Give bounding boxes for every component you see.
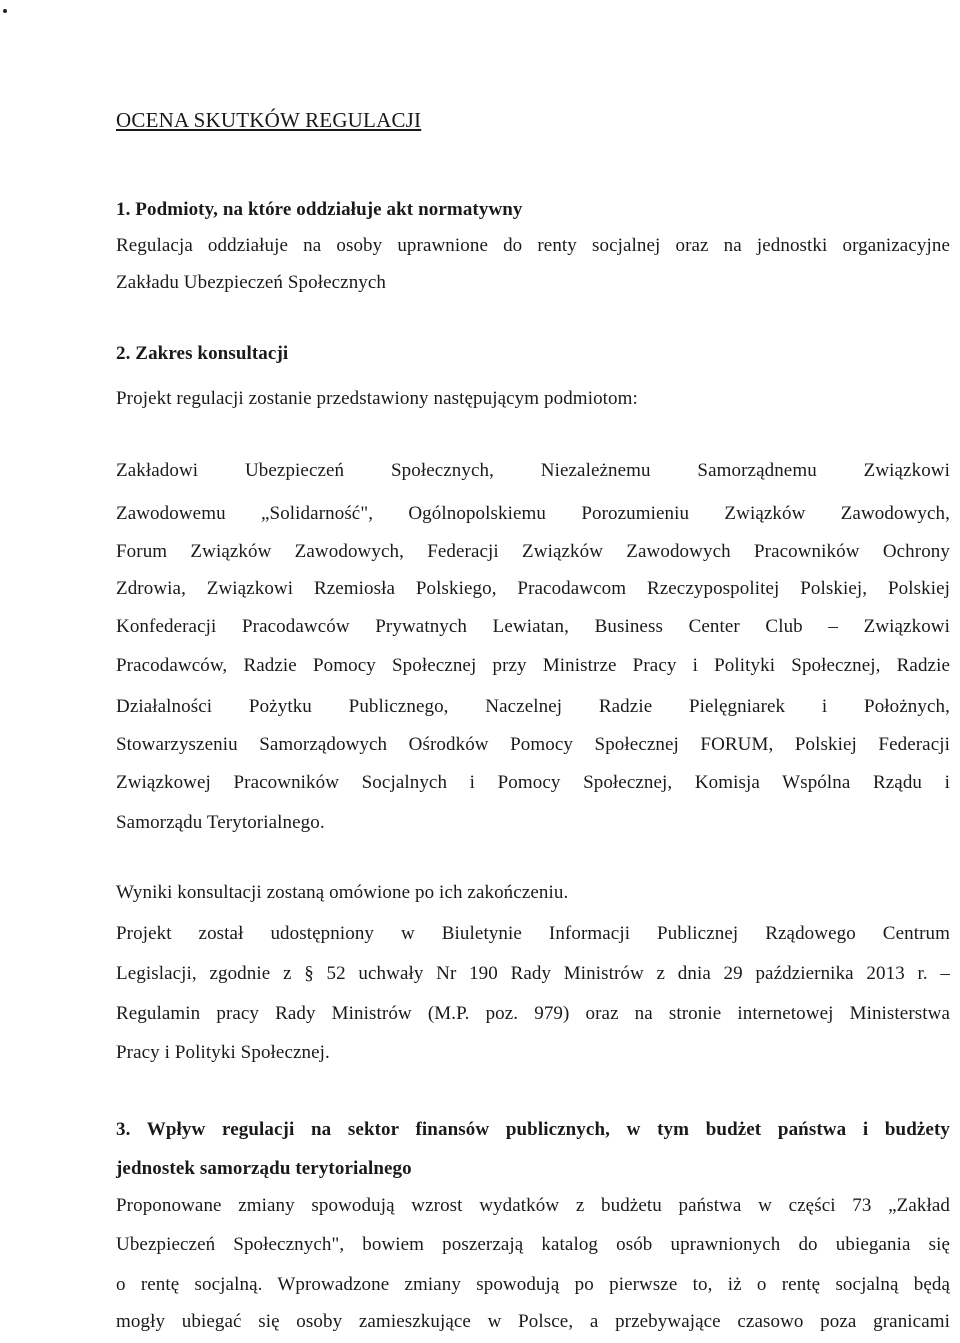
section-2-line: Zakładowi Ubezpieczeń Społecznych, Niezależnemu Samorządnemu Związkowi [116, 460, 950, 481]
section-3-line: o rentę socjalną. Wprowadzone zmiany spowodują po pierwsze to, iż o rentę socjalną będą [116, 1274, 950, 1295]
section-2-line: Forum Związków Zawodowych, Federacji Związków Zawodowych Pracowników Ochrony [116, 541, 950, 562]
section-2-intro: Projekt regulacji zostanie przedstawiony następującym podmiotom: [116, 388, 638, 409]
publication-line: Regulamin pracy Rady Ministrów (M.P. poz. 979) oraz na stronie internetowej Ministerstwa [116, 1003, 950, 1024]
publication-line: Projekt został udostępniony w Biuletynie Informacji Publicznej Rządowego Centrum [116, 923, 950, 944]
section-1-heading: 1. Podmioty, na które oddziałuje akt normatywny [116, 199, 523, 220]
section-2-line: Samorządu Terytorialnego. [116, 812, 325, 833]
publication-line: Pracy i Polityki Społecznej. [116, 1042, 330, 1063]
section-2-line: Działalności Pożytku Publicznego, Naczelnej Radzie Pielęgniarek i Położnych, [116, 696, 950, 717]
publication-line: Legislacji, zgodnie z § 52 uchwały Nr 190 Rady Ministrów z dnia 29 października 2013 r. – [116, 963, 950, 984]
scan-speck [3, 9, 7, 13]
section-2-line: Zdrowia, Związkowi Rzemiosła Polskiego, Pracodawcom Rzeczypospolitej Polskiej, Polskiej [116, 578, 950, 599]
section-2-line: Stowarzyszeniu Samorządowych Ośrodków Pomocy Społecznej FORUM, Polskiej Federacji [116, 734, 950, 755]
section-2-line: Konfederacji Pracodawców Prywatnych Lewiatan, Business Center Club – Związkowi [116, 616, 950, 637]
section-3-line: Proponowane zmiany spowodują wzrost wydatków z budżetu państwa w części 73 „Zakład [116, 1195, 950, 1216]
section-3-heading: 3. Wpływ regulacji na sektor finansów publicznych, w tym budżet państwa i budżety [116, 1119, 950, 1140]
section-2-line: Zawodowemu „Solidarność", Ogólnopolskiemu Porozumieniu Związków Zawodowych, [116, 503, 950, 524]
section-3-line: Ubezpieczeń Społecznych", bowiem poszerzają katalog osób uprawnionych do ubiegania się [116, 1234, 950, 1255]
section-1-line: Zakładu Ubezpieczeń Społecznych [116, 272, 387, 293]
section-3-line: mogły ubiegać się osoby zamieszkujące w Polsce, a przebywające czasowo poza granicami [116, 1311, 950, 1332]
section-2-heading: 2. Zakres konsultacji [116, 343, 289, 364]
section-3-heading: jednostek samorządu terytorialnego [116, 1158, 412, 1179]
section-2-line: Związkowej Pracowników Socjalnych i Pomocy Społecznej, Komisja Wspólna Rządu i [116, 772, 950, 793]
section-2-line: Pracodawców, Radzie Pomocy Społecznej przy Ministrze Pracy i Polityki Społecznej, Radzie [116, 655, 950, 676]
document-title: OCENA SKUTKÓW REGULACJI [116, 108, 422, 132]
consultation-results: Wyniki konsultacji zostaną omówione po ich zakończeniu. [116, 882, 569, 903]
section-1-line: Regulacja oddziałuje na osoby uprawnione do renty socjalnej oraz na jednostki organizacyjne [116, 235, 950, 256]
